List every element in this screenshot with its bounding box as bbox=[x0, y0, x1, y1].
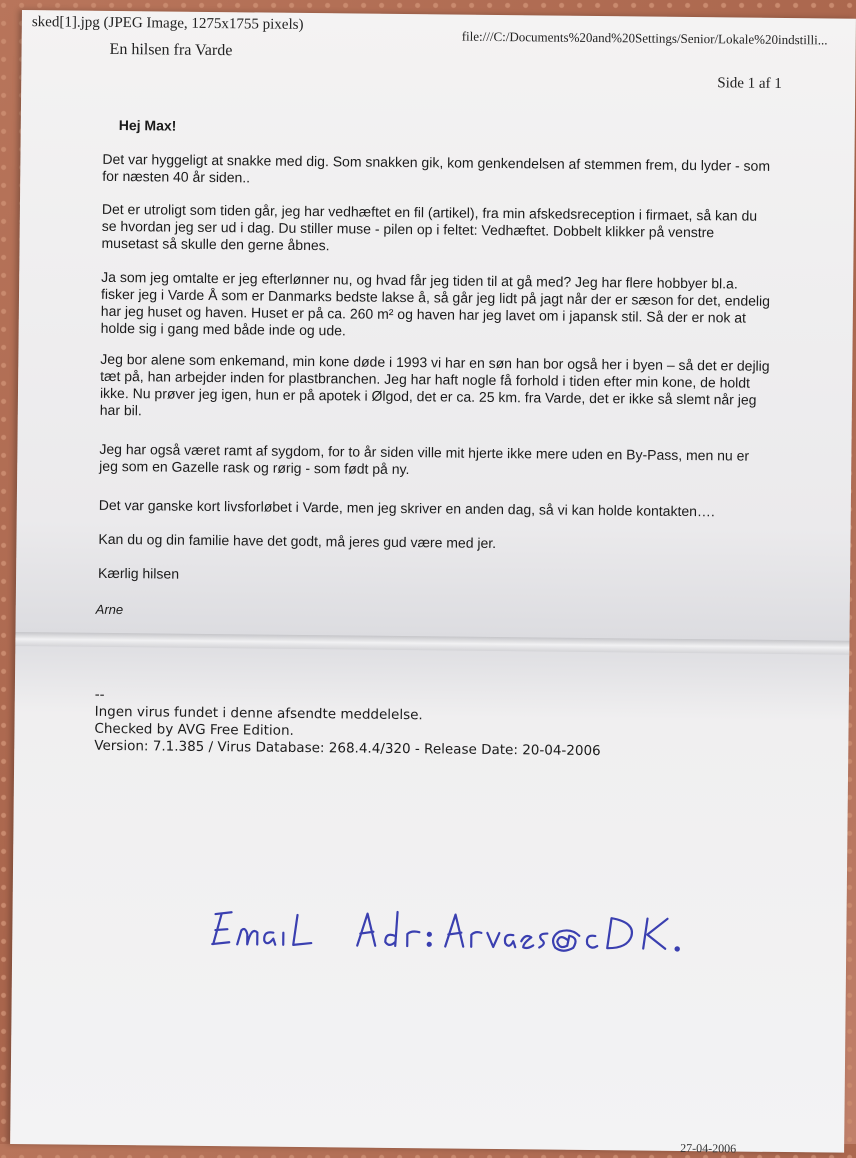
paper-fold bbox=[15, 632, 849, 655]
letter-sheet bbox=[10, 10, 856, 1156]
paragraph: Kan du og din familie have det godt, må jeres gud være med jer. bbox=[98, 530, 497, 551]
page-number: Side 1 af 1 bbox=[717, 75, 782, 92]
paragraph: Det var hyggeligt at snakke med dig. Som snakken gik, kom genkendelsen af stemmen frem, du lyder - som for næsten 40 år siden.. bbox=[102, 150, 771, 186]
image-header-url: file:///C:/Documents%20and%20Settings/Senior/Lokale%20indstilli... bbox=[461, 28, 828, 48]
bottom-date: 27-04-2006 bbox=[680, 1140, 737, 1156]
paragraph: Jeg har også været ramt af sygdom, for to år siden ville mit hjerte ikke mere uden en By-Pass, men nu er jeg som en Gazelle rask og rørig - som født på ny. bbox=[99, 440, 750, 478]
antivirus-footer bbox=[94, 687, 601, 760]
image-header-title: sked[1].jpg (JPEG Image, 1275x1755 pixels) bbox=[31, 14, 304, 33]
paragraph: Jeg bor alene som enkemand, min kone døde i 1993 vi har en søn han bor også her i byen – så det er dejlig tæt på, han arbejder inden for plastbranchen. Jeg har haft nogle få forhold i tiden efter min kone, de holdt ikke. Nu prøver jeg igen, hun er på apotek i Ølgod, det er ca. 25 km. fra Varde, det er ikke så slemt når jeg har bil. bbox=[99, 350, 770, 419]
signature: Arne bbox=[95, 601, 124, 618]
footer-separator: -- bbox=[94, 686, 105, 703]
handwritten-email-note bbox=[207, 900, 728, 965]
document-title: En hilsen fra Varde bbox=[109, 40, 233, 60]
footer-line: Ingen virus fundet i denne afsendte meddelelse. bbox=[94, 703, 423, 724]
closing: Kærlig hilsen bbox=[98, 564, 180, 582]
footer-line: Checked by AVG Free Edition. bbox=[94, 720, 294, 739]
greeting: Hej Max! bbox=[118, 117, 177, 134]
paragraph: Det var ganske kort livsforløbet i Varde, men jeg skriver en anden dag, så vi kan holde kontakten…. bbox=[98, 496, 715, 520]
paragraph: Det er utroligt som tiden går, jeg har vedhæftet en fil (artikel), fra min afskedsreception i firmaet, så kan du se hvordan jeg ser ud i dag. Du stiller muse - pilen op i feltet: Vedhæftet. Dobbelt klikker på venstre musetast så skulle den gerne åbnes. bbox=[101, 200, 758, 254]
paragraph: Ja som jeg omtalte er jeg efterlønner nu, og hvad får jeg tiden til at gå med? Jeg har flere hobbyer bl.a. fisker jeg i Varde Å som er Danmarks bedste lakse å, så går jeg lidt på jagt når der er sæson for det, endelig har jeg huset og haven. Huset er på ca. 260 m² og haven har jeg lavet om i japansk stil. Så der er nok at holde sig i gang med både inde og ude. bbox=[100, 268, 771, 339]
footer-line: Version: 7.1.385 / Virus Database: 268.4.4/320 - Release Date: 20-04-2006 bbox=[94, 737, 601, 760]
